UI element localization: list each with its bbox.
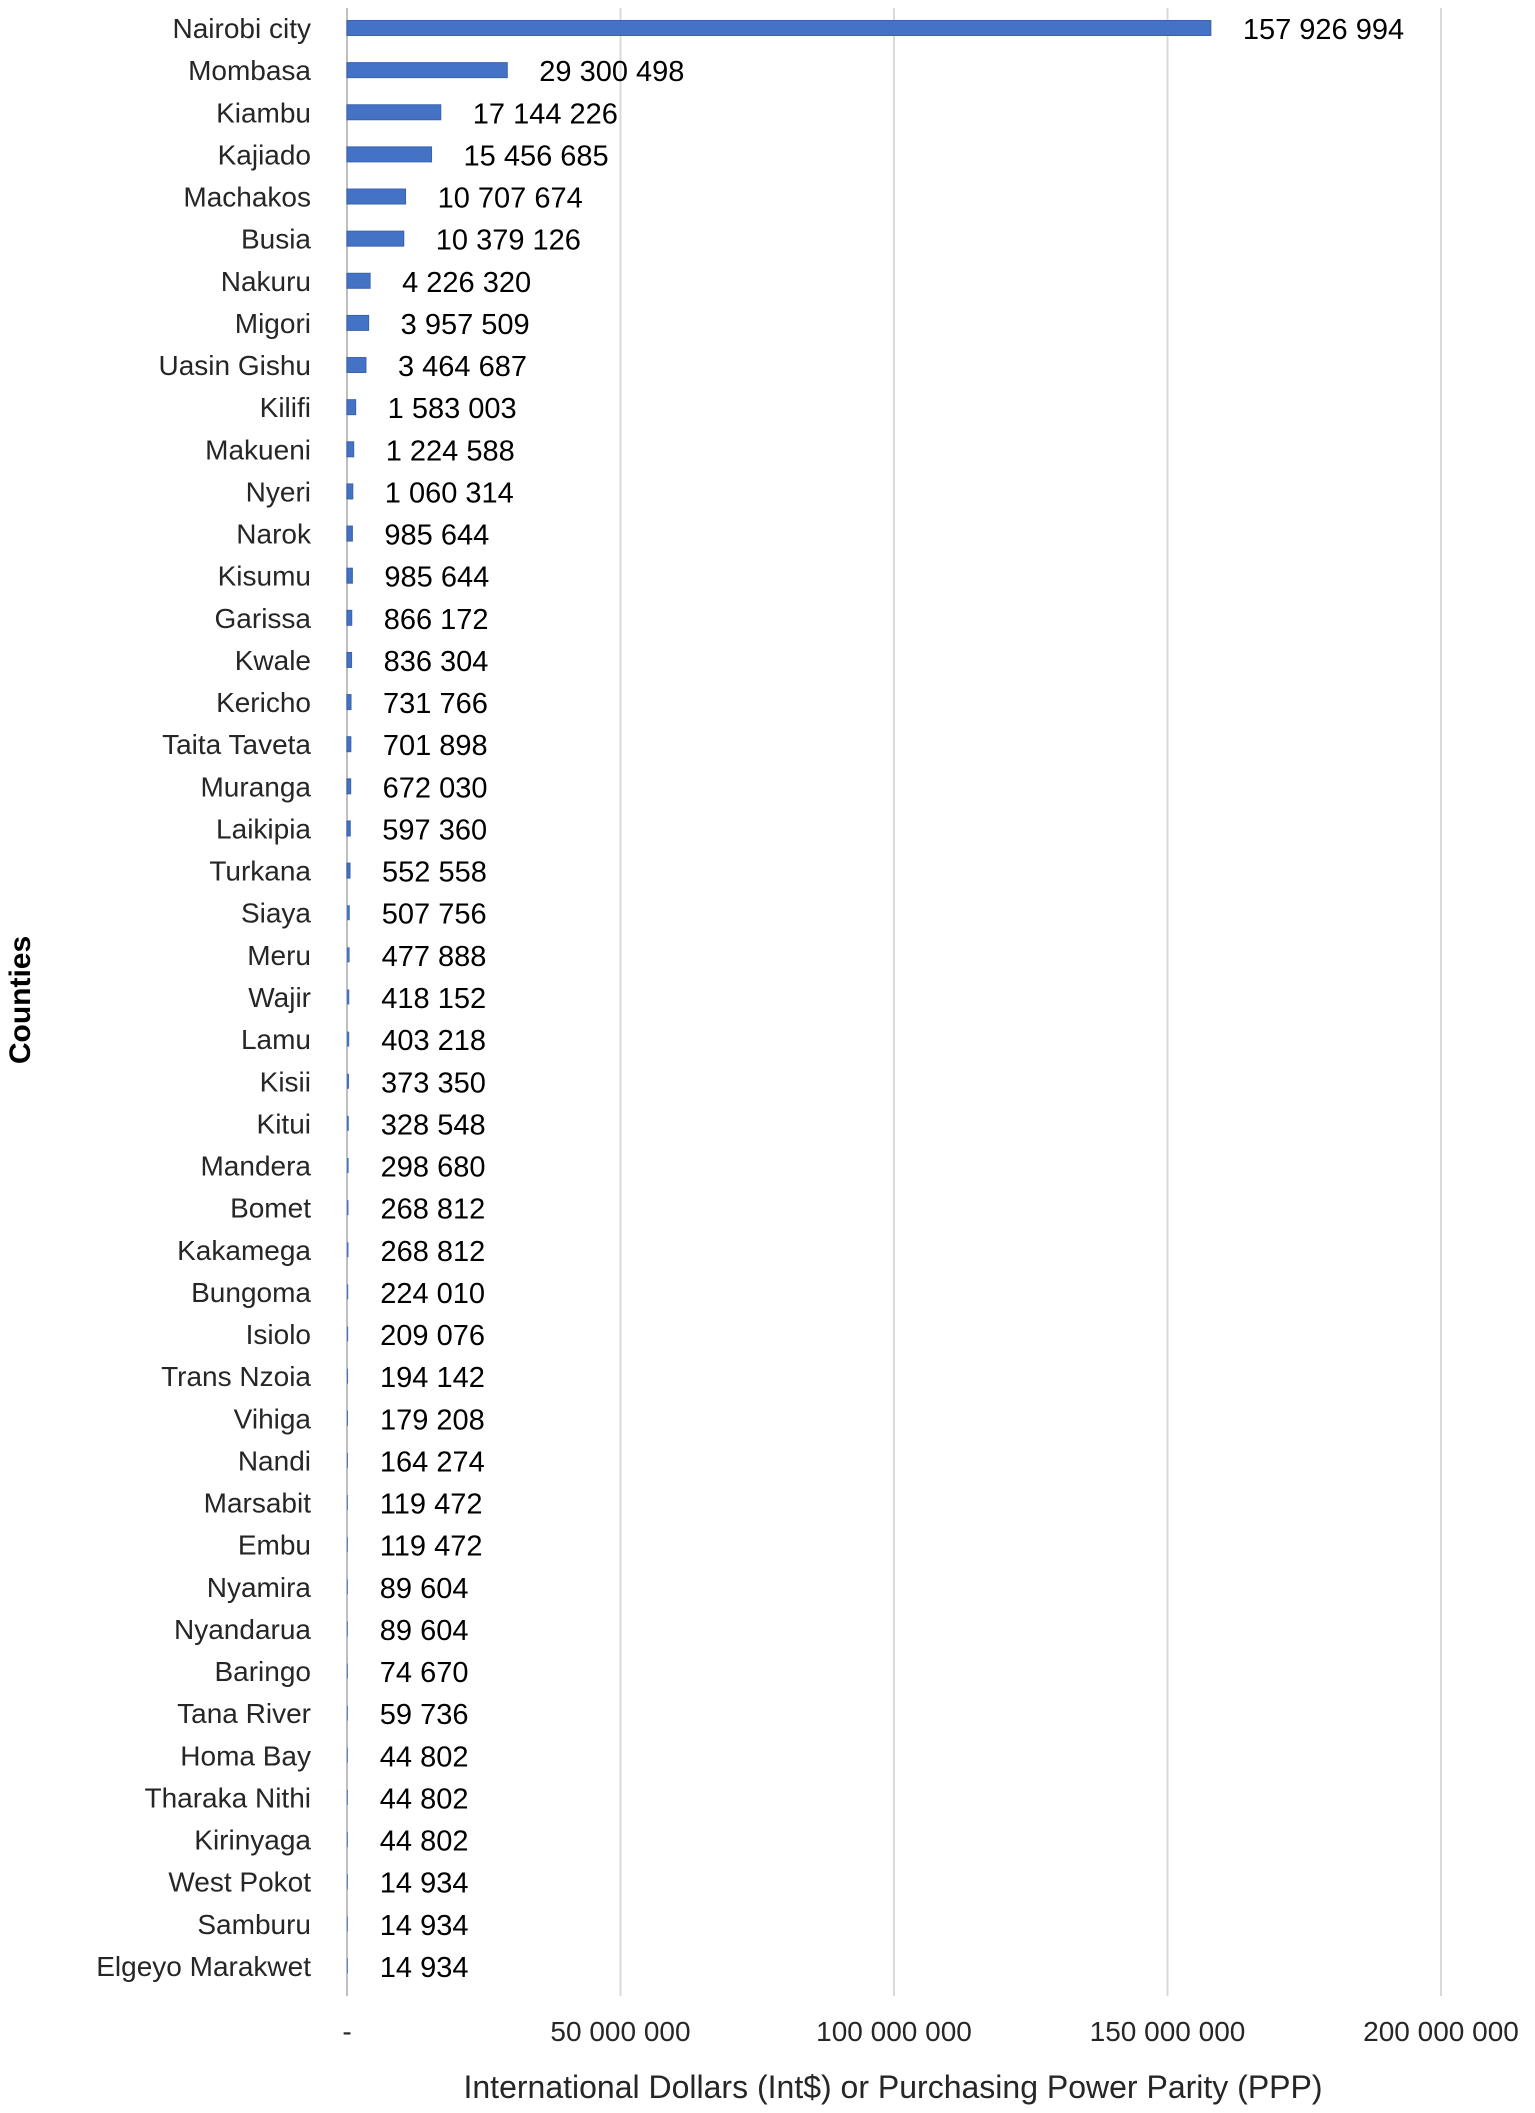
data-label: 1 224 588 xyxy=(385,435,515,468)
data-label: 10 707 674 xyxy=(437,182,583,215)
bar xyxy=(347,400,356,415)
bar xyxy=(347,147,432,162)
bar xyxy=(347,1537,348,1552)
bar xyxy=(347,484,353,499)
bar xyxy=(347,1958,348,1973)
category-label: Kirinyaga xyxy=(194,1824,311,1856)
data-label: 14 934 xyxy=(379,1951,469,1984)
data-label: 224 010 xyxy=(380,1277,486,1310)
category-label: Embu xyxy=(237,1529,311,1561)
x-tick-labels xyxy=(342,2016,1519,2047)
category-label: Busia xyxy=(240,223,311,255)
bar xyxy=(347,1158,349,1173)
bar xyxy=(347,1074,349,1089)
data-label: 89 604 xyxy=(379,1572,469,1605)
bar xyxy=(347,105,441,120)
data-label: 477 888 xyxy=(381,940,487,973)
category-label: Tana River xyxy=(177,1698,311,1730)
data-label: 209 076 xyxy=(380,1320,485,1353)
bar xyxy=(347,1916,348,1931)
bar xyxy=(347,1621,348,1636)
data-label: 731 766 xyxy=(383,688,488,721)
category-label: Nairobi city xyxy=(172,13,311,44)
bar xyxy=(347,1242,348,1257)
category-label: Wajir xyxy=(248,981,311,1013)
data-label: 14 934 xyxy=(379,1909,469,1942)
data-label: 268 812 xyxy=(380,1193,486,1226)
data-label: 157 926 994 xyxy=(1242,14,1405,46)
y-axis-title: Counties xyxy=(4,935,37,1065)
category-label: Bomet xyxy=(230,1192,311,1224)
bar xyxy=(347,273,370,288)
category-label: Migori xyxy=(234,307,311,339)
value-labels xyxy=(380,14,1404,1984)
bar xyxy=(347,863,350,878)
bar xyxy=(347,989,349,1004)
bar xyxy=(347,779,351,794)
category-label: Kitui xyxy=(256,1108,311,1140)
category-label: Nakuru xyxy=(220,265,311,297)
category-label: Nyeri xyxy=(245,476,311,508)
category-label: Isiolo xyxy=(245,1319,311,1351)
bar xyxy=(347,21,1211,36)
x-tick-label: 50 000 000 xyxy=(550,2016,691,2047)
category-label: Garissa xyxy=(214,602,311,634)
bar xyxy=(347,695,351,710)
bar xyxy=(347,1284,348,1299)
data-label: 672 030 xyxy=(382,772,488,805)
data-label: 74 670 xyxy=(379,1657,469,1690)
data-label: 194 142 xyxy=(380,1362,485,1395)
category-label: Vihiga xyxy=(233,1403,311,1435)
data-label: 507 756 xyxy=(381,898,487,931)
bar xyxy=(347,737,351,752)
category-label: Kisii xyxy=(259,1066,311,1098)
bar xyxy=(347,1832,348,1847)
category-label: Mombasa xyxy=(188,55,311,87)
data-label: 268 812 xyxy=(380,1235,486,1268)
data-label: 3 957 509 xyxy=(400,308,530,341)
gridlines xyxy=(347,8,1441,1996)
data-label: 373 350 xyxy=(381,1067,486,1100)
data-label: 328 548 xyxy=(380,1109,486,1142)
data-label: 1 060 314 xyxy=(384,477,514,510)
category-label: Kiambu xyxy=(216,97,311,129)
category-label: Lamu xyxy=(240,1024,311,1056)
data-label: 89 604 xyxy=(379,1614,469,1647)
data-label: 44 802 xyxy=(379,1741,469,1774)
data-label: 418 152 xyxy=(381,982,487,1015)
x-tick-label: 100 000 000 xyxy=(816,2016,972,2047)
category-label: Baringo xyxy=(214,1656,311,1688)
bar xyxy=(347,821,350,836)
category-label: Mandera xyxy=(200,1150,311,1182)
category-label: Nandi xyxy=(237,1445,311,1477)
bar xyxy=(347,652,352,667)
bar xyxy=(347,1032,349,1047)
category-labels xyxy=(96,13,312,1982)
bar xyxy=(347,947,350,962)
category-label: Meru xyxy=(247,939,311,971)
bar xyxy=(347,1706,348,1721)
category-label: Homa Bay xyxy=(180,1740,311,1772)
category-label: Kakamega xyxy=(177,1234,311,1266)
data-label: 985 644 xyxy=(384,519,490,552)
data-label: 44 802 xyxy=(379,1783,469,1816)
category-label: Kwale xyxy=(234,644,311,676)
x-tick-label: 150 000 000 xyxy=(1089,2016,1246,2047)
data-label: 701 898 xyxy=(382,730,488,763)
category-label: Kericho xyxy=(216,687,311,719)
category-label: Taita Taveta xyxy=(162,729,311,761)
category-label: West Pokot xyxy=(168,1866,311,1898)
bar xyxy=(347,1664,348,1679)
bar xyxy=(347,1579,348,1594)
category-label: Turkana xyxy=(209,855,311,887)
bar xyxy=(347,231,404,246)
category-label: Laikipia xyxy=(216,813,311,845)
bar xyxy=(347,568,352,583)
category-label: Kilifi xyxy=(259,392,311,424)
data-label: 4 226 320 xyxy=(402,266,532,299)
data-label: 298 680 xyxy=(380,1151,486,1184)
category-label: Trans Nzoia xyxy=(161,1361,311,1393)
bar xyxy=(347,1327,348,1342)
bar xyxy=(347,1411,348,1426)
data-label: 59 736 xyxy=(379,1699,469,1732)
category-label: Nyandarua xyxy=(174,1613,311,1645)
bar xyxy=(347,1748,348,1763)
category-label: Bungoma xyxy=(191,1276,311,1308)
data-label: 10 379 126 xyxy=(435,224,581,257)
bar xyxy=(347,1495,348,1510)
bar xyxy=(347,610,352,625)
data-label: 597 360 xyxy=(382,814,488,847)
bar xyxy=(347,1369,348,1384)
category-label: Muranga xyxy=(200,771,311,803)
category-label: Siaya xyxy=(240,897,311,929)
bar xyxy=(347,442,354,457)
data-label: 15 456 685 xyxy=(463,140,609,173)
bar xyxy=(347,63,507,78)
category-label: Elgeyo Marakwet xyxy=(96,1950,311,1982)
data-label: 3 464 687 xyxy=(397,351,527,384)
data-label: 17 144 226 xyxy=(472,98,618,131)
category-label: Nyamira xyxy=(206,1571,311,1603)
category-label: Kajiado xyxy=(217,139,311,171)
data-label: 44 802 xyxy=(379,1825,469,1858)
bar xyxy=(347,1453,348,1468)
data-label: 403 218 xyxy=(381,1025,487,1058)
category-label: Narok xyxy=(236,518,311,550)
data-label: 119 472 xyxy=(379,1488,483,1521)
bar xyxy=(347,905,350,920)
bar xyxy=(347,1200,348,1215)
data-label: 164 274 xyxy=(379,1446,485,1479)
data-label: 866 172 xyxy=(383,603,489,636)
data-label: 836 304 xyxy=(383,645,489,678)
bar xyxy=(347,189,406,204)
bar xyxy=(347,526,352,541)
category-label: Kisumu xyxy=(217,560,311,592)
data-label: 29 300 498 xyxy=(539,56,685,89)
data-label: 1 583 003 xyxy=(387,393,517,426)
bar xyxy=(347,358,366,373)
category-label: Tharaka Nithi xyxy=(144,1782,311,1814)
data-label: 552 558 xyxy=(382,856,487,889)
data-label: 179 208 xyxy=(379,1404,485,1437)
bar xyxy=(347,1790,348,1805)
category-label: Machakos xyxy=(183,181,311,213)
bar xyxy=(347,1116,349,1131)
category-label: Marsabit xyxy=(203,1487,311,1519)
data-label: 119 472 xyxy=(379,1530,483,1563)
category-label: Makueni xyxy=(205,434,311,466)
x-tick-label: 200 000 000 xyxy=(1363,2016,1519,2047)
x-axis-title: International Dollars (Int$) or Purchasing Power Parity (PPP) xyxy=(463,2069,1323,2105)
bar xyxy=(347,1874,348,1889)
category-label: Uasin Gishu xyxy=(158,350,311,382)
bar xyxy=(347,315,369,330)
data-label: 985 644 xyxy=(384,561,490,594)
x-tick-label: - xyxy=(342,2016,352,2047)
data-label: 14 934 xyxy=(379,1867,469,1900)
category-label: Samburu xyxy=(197,1908,311,1940)
